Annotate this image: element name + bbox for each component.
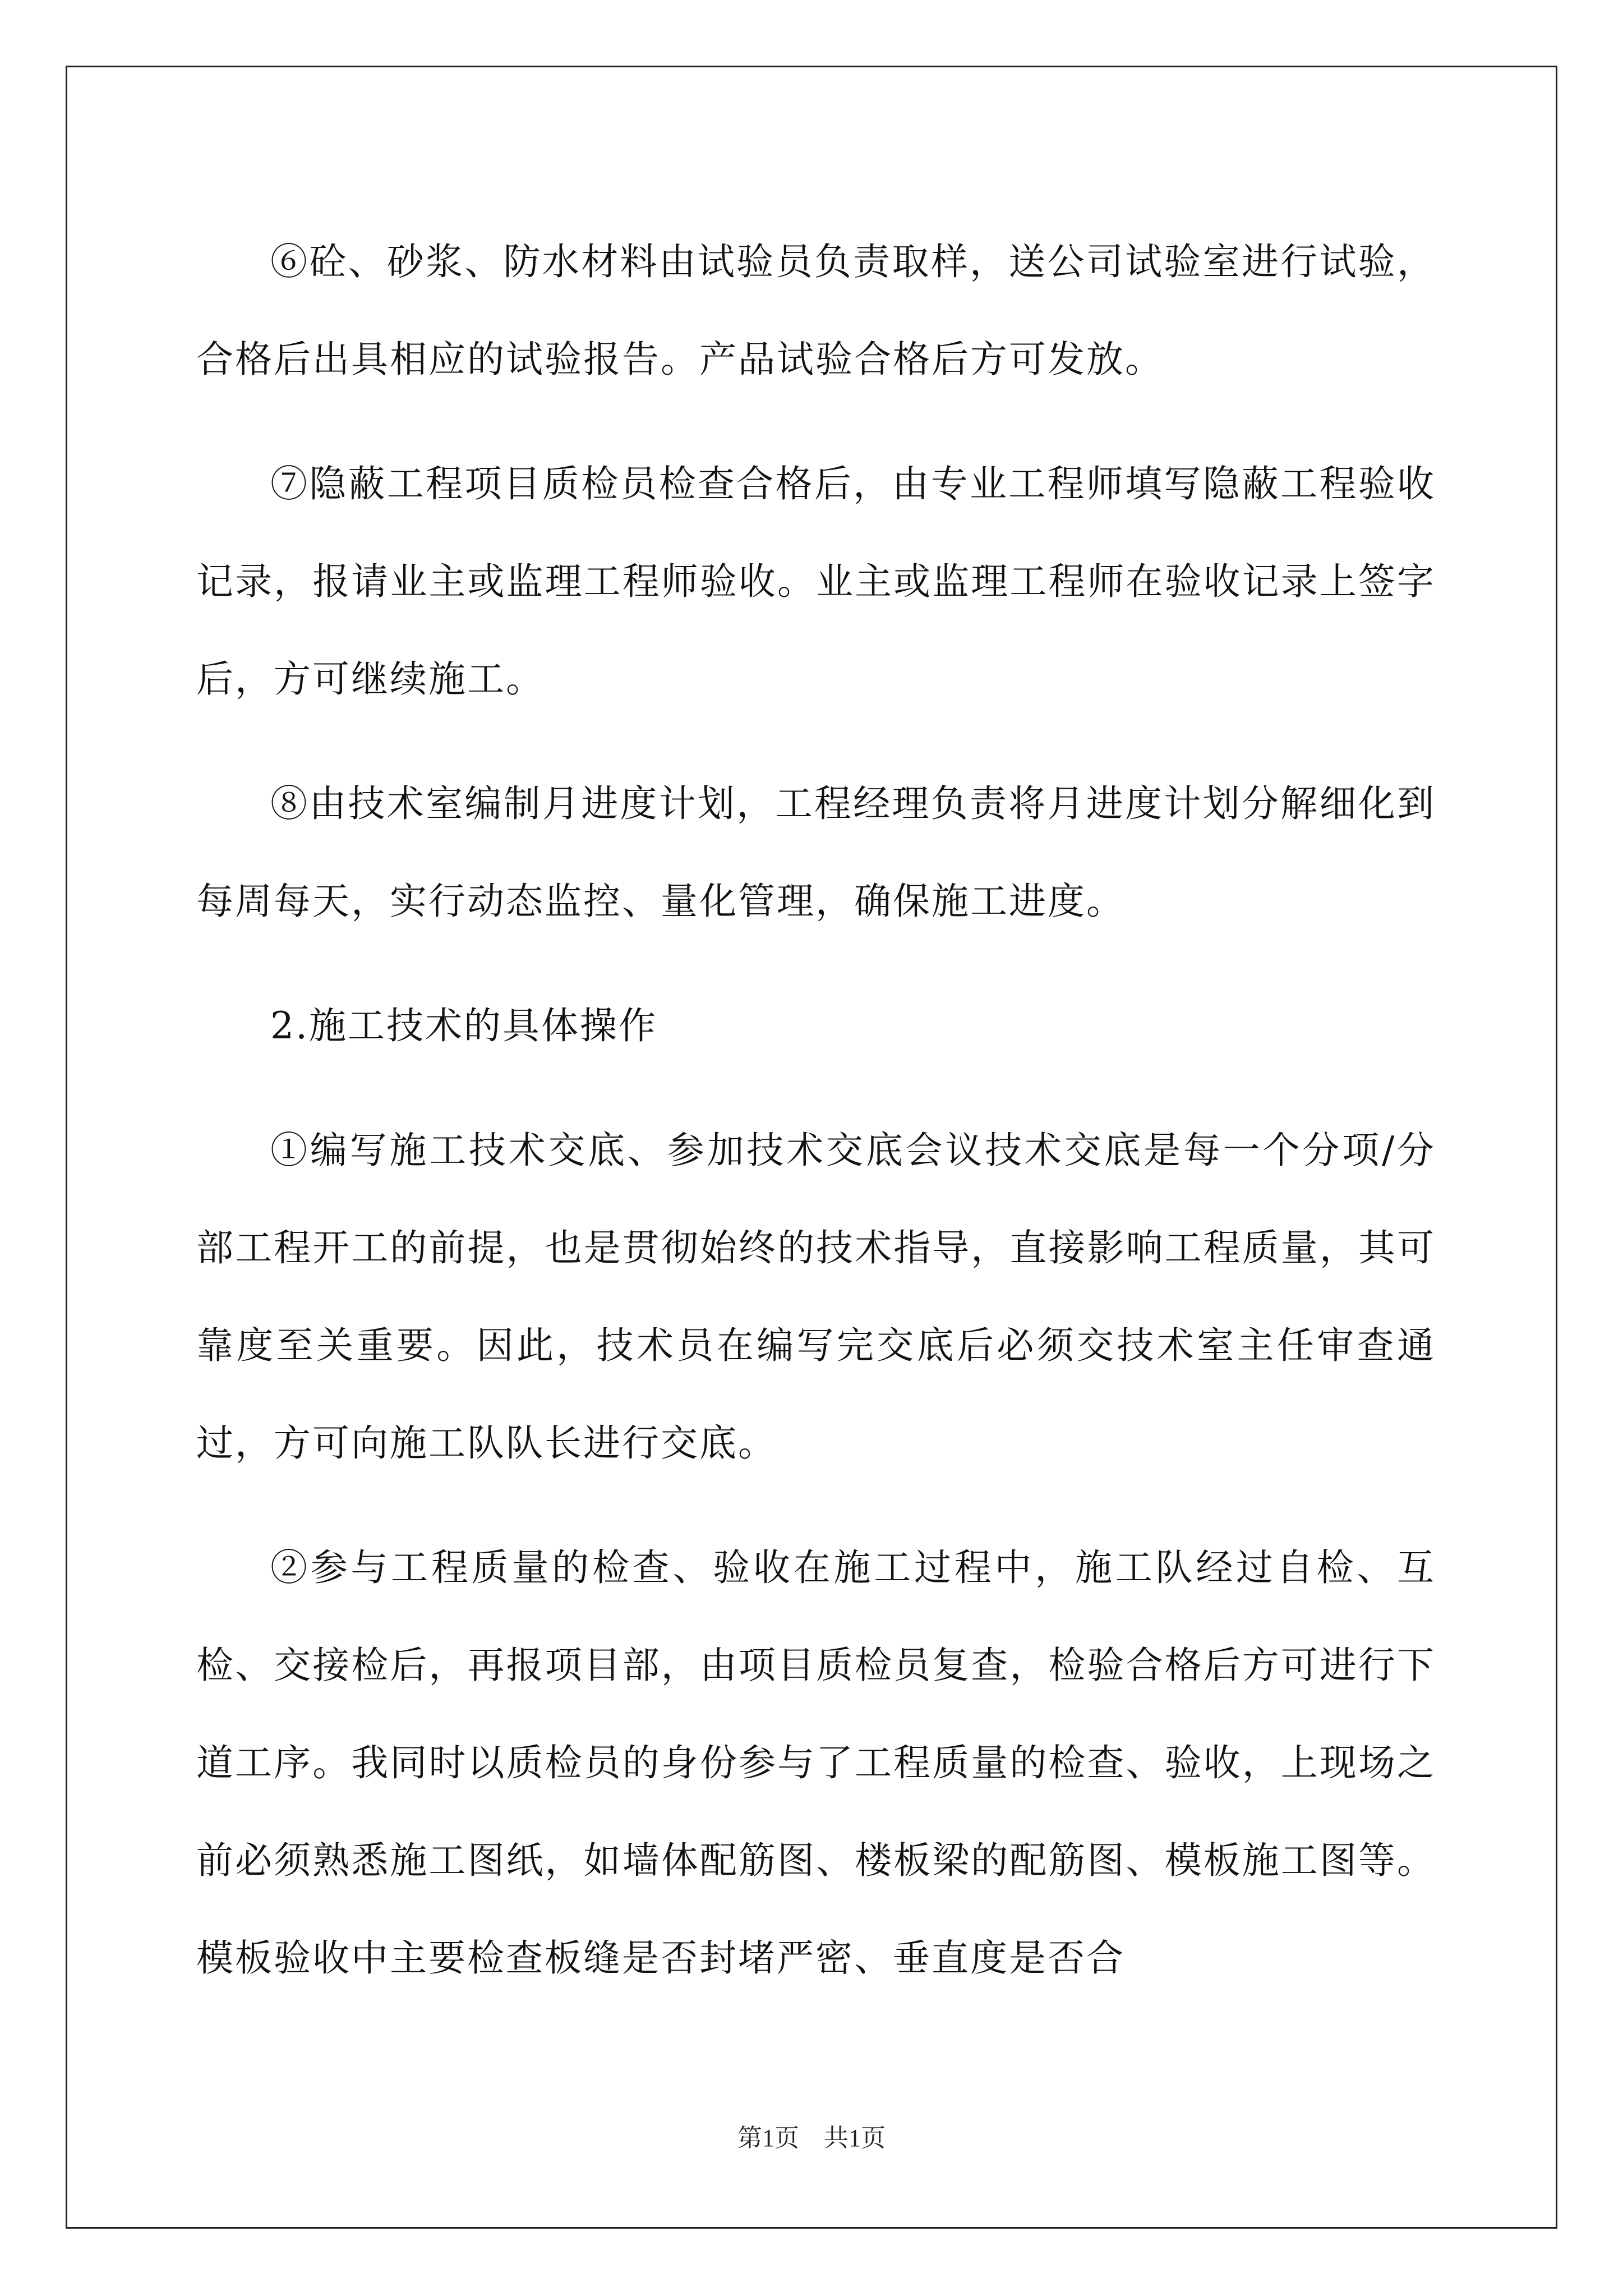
paragraph-item-2: ②参与工程质量的检查、验收在施工过程中，施工队经过自检、互检、交接检后，再报项目部，由项目质检员复查，检验合格后方可进行下道工序。我同时以质检员的身份参与了工程质量的检查、验收，上现场之前必须熟悉施工图纸，如墙体配筋图、楼板梁的配筋图、模板施工图等。模板验收中主要检查板缝是否封堵严密、垂直度是否合 <box>196 1546 1436 1980</box>
paragraph-item-8: ⑧由技术室编制月进度计划，工程经理负责将月进度计划分解细化到每周每天，实行动态监控、量化管理，确保施工进度。 <box>196 782 1436 923</box>
paragraph-item-7: ⑦隐蔽工程项目质检员检查合格后，由专业工程师填写隐蔽工程验收记录，报请业主或监理工程师验收。业主或监理工程师在验收记录上签字后，方可继续施工。 <box>196 462 1436 701</box>
section-heading: 2.施工技术的具体操作 <box>270 1004 657 1047</box>
paragraph-item-6: ⑥砼、砂浆、防水材料由试验员负责取样，送公司试验室进行试验，合格后出具相应的试验报告。产品试验合格后方可发放。 <box>196 240 1436 381</box>
paragraph-item-1: ①编写施工技术交底、参加技术交底会议技术交底是每一个分项/分部工程开工的前提，也是贯彻始终的技术指导，直接影响工程质量，其可靠度至关重要。因此，技术员在编写完交底后必须交技术室主任审查通过，方可向施工队队长进行交底。 <box>196 1129 1436 1465</box>
document-body <box>196 213 1436 2034</box>
page-footer: 第1页 共1页 <box>737 2124 886 2152</box>
